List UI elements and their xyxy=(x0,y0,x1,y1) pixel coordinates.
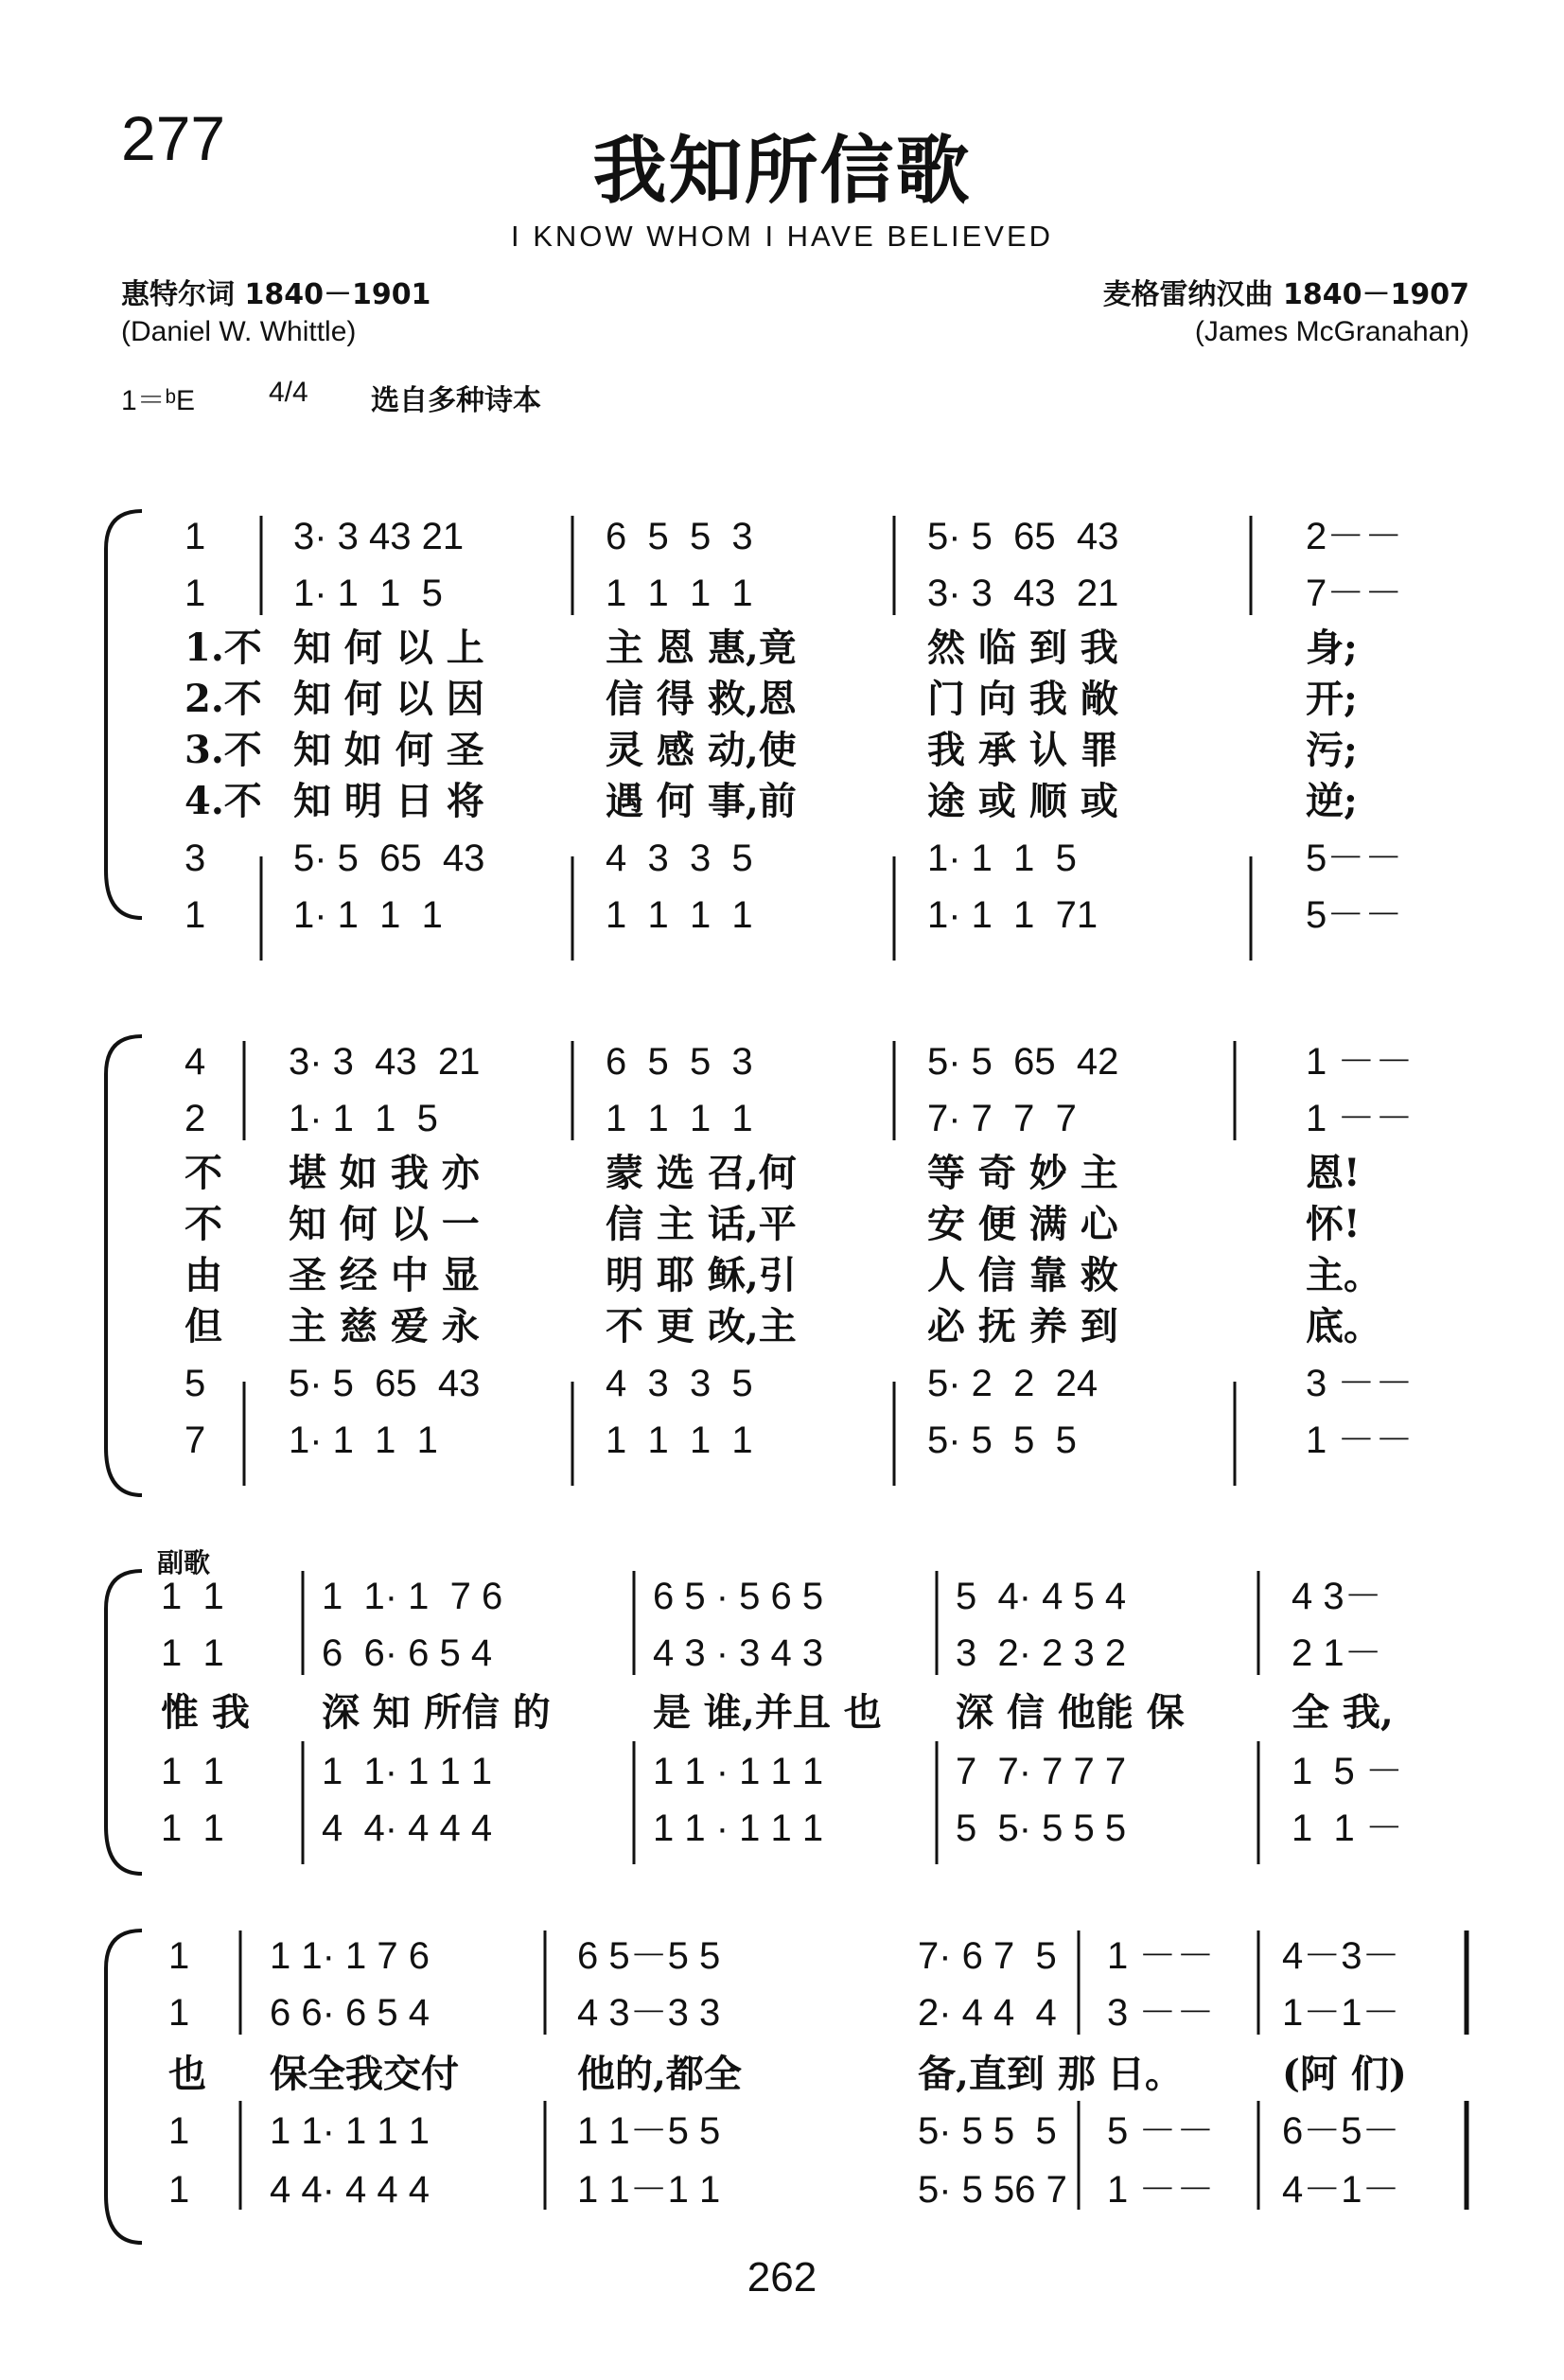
notation-line xyxy=(0,568,1564,619)
composer-en: (James McGranahan) xyxy=(1194,316,1469,347)
lyric-segment: 知 何 以 因 xyxy=(293,677,484,721)
notation-line xyxy=(0,1628,1564,1679)
notation-line xyxy=(0,2164,1564,2215)
measure-notes: 1 xyxy=(185,516,206,557)
lyric-segment: 备,直到 那 xyxy=(918,2052,1096,2096)
measure-notes: 4 3－ xyxy=(1292,1576,1382,1617)
lyric-line xyxy=(0,2049,1564,2100)
notation-line xyxy=(0,1803,1564,1854)
measure-notes: 3 －－ xyxy=(1306,1363,1414,1404)
measure-notes: 1 －－ xyxy=(1306,1419,1414,1461)
measure-notes: 1 1· 1 1 1 xyxy=(322,1751,493,1792)
measure-notes: 7· 7 7 7 xyxy=(927,1098,1077,1139)
notation-line xyxy=(0,1093,1564,1144)
lyric-segment: 知 明 日 将 xyxy=(293,779,484,823)
lyric-segment: 深 信 他能 保 xyxy=(956,1690,1185,1735)
notation-line xyxy=(0,511,1564,562)
measure-notes: 5 4· 4 5 4 xyxy=(956,1576,1127,1617)
lyric-segment: 2.不 xyxy=(185,677,262,721)
measure-notes: 1 5 － xyxy=(1292,1751,1403,1792)
measure-notes: 1 xyxy=(168,1992,190,2034)
measure-notes: 3 xyxy=(185,837,206,879)
lyric-segment: 不 更 改,主 xyxy=(606,1304,797,1349)
measure-notes: 1 －－ xyxy=(1107,2169,1215,2211)
measure-notes: 4 3 3 5 xyxy=(606,837,753,879)
lyric-segment: 保全我交付 xyxy=(270,2052,459,2096)
measure-notes: 5 xyxy=(185,1363,206,1404)
lyric-segment: 他的,都全 xyxy=(577,2052,742,2096)
lyric-segment: 逆; xyxy=(1306,779,1358,823)
measure-notes: 4 xyxy=(185,1041,206,1083)
measure-notes: 1 xyxy=(168,1935,190,1977)
measure-notes: 6 5 5 3 xyxy=(606,1041,753,1083)
lyric-segment: 灵 感 动,使 xyxy=(606,728,797,772)
measure-notes: 4 4· 4 4 4 xyxy=(270,2169,431,2211)
measure-notes: 5－－ xyxy=(1306,894,1403,936)
measure-notes: 4 4· 4 4 4 xyxy=(322,1807,493,1849)
lyric-segment: 信 得 救,恩 xyxy=(606,677,797,721)
lyric-line xyxy=(0,1301,1564,1352)
measure-notes: 1 1 xyxy=(161,1632,224,1674)
lyric-line xyxy=(0,1250,1564,1301)
measure-notes: 2 xyxy=(185,1098,206,1139)
measure-notes: 3 －－ xyxy=(1107,1992,1215,2034)
measure-notes: 1 1 1 1 xyxy=(606,573,753,614)
notation-line xyxy=(0,1415,1564,1466)
measure-notes: 4 3 3 5 xyxy=(606,1363,753,1404)
hymn-subtitle: I KNOW WHOM I HAVE BELIEVED xyxy=(510,220,1054,253)
measure-notes: 6 6· 6 5 4 xyxy=(322,1632,493,1674)
measure-notes: 1 1 xyxy=(161,1576,224,1617)
measure-notes: 2－－ xyxy=(1306,516,1403,557)
lyric-segment: 惟 我 xyxy=(161,1690,250,1735)
measure-notes: 7 7· 7 7 7 xyxy=(956,1751,1127,1792)
measure-notes: 7 xyxy=(185,1419,206,1461)
page-number: 262 xyxy=(747,2254,817,2301)
lyric-segment: 安 便 满 心 xyxy=(927,1202,1118,1246)
measure-notes: 3 2· 2 3 2 xyxy=(956,1632,1127,1674)
measure-notes: 5· 5 56 7 xyxy=(918,2169,1067,2211)
lyric-segment: 我 承 认 罪 xyxy=(927,728,1118,772)
lyric-segment: 圣 经 中 显 xyxy=(289,1253,480,1297)
measure-notes: 1 xyxy=(168,2169,190,2211)
lyric-segment: 污; xyxy=(1306,728,1358,772)
lyric-segment: 恩! xyxy=(1306,1151,1361,1195)
measure-notes: 4 3－3 3 xyxy=(577,1992,721,2034)
measure-notes: 1 1· 1 1 1 xyxy=(270,2110,431,2152)
lyric-segment: 但 xyxy=(185,1304,222,1349)
lyric-segment: 信 主 话,平 xyxy=(606,1202,797,1246)
lyric-segment: 主。 xyxy=(1306,1253,1381,1297)
lyricist-en: (Daniel W. Whittle) xyxy=(121,316,357,347)
lyric-segment: 怀! xyxy=(1306,1202,1361,1246)
lyric-segment: 底。 xyxy=(1306,1304,1381,1349)
lyric-segment: 知 何 以 一 xyxy=(289,1202,480,1246)
measure-notes: 1· 1 1 5 xyxy=(289,1098,438,1139)
lyric-segment: 日。 xyxy=(1107,2052,1183,2096)
measure-notes: 4－1－ xyxy=(1282,2169,1400,2211)
measure-notes: 1 1 xyxy=(161,1807,224,1849)
lyric-segment: 1.不 xyxy=(185,626,262,670)
measure-notes: 4 3 · 3 4 3 xyxy=(653,1632,824,1674)
measure-notes: 3· 3 43 21 xyxy=(293,516,465,557)
measure-notes: 1· 1 1 5 xyxy=(927,837,1077,879)
measure-notes: 5· 5 5 5 xyxy=(918,2110,1057,2152)
measure-notes: 5－－ xyxy=(1306,837,1403,879)
measure-notes: 1 1 · 1 1 1 xyxy=(653,1751,824,1792)
measure-notes: 5 －－ xyxy=(1107,2110,1215,2152)
measure-notes: 1 1－1 1 xyxy=(577,2169,721,2211)
notation-line xyxy=(0,1358,1564,1409)
measure-notes: 3· 3 43 21 xyxy=(927,573,1119,614)
lyric-segment: (阿 们) xyxy=(1282,2052,1407,2096)
measure-notes: 1 －－ xyxy=(1107,1935,1215,1977)
notation-line xyxy=(0,1930,1564,1982)
notation-line xyxy=(0,890,1564,941)
chorus-label: 副歌 xyxy=(157,1547,211,1578)
notation-line xyxy=(0,1987,1564,2038)
measure-notes: 6 5－5 5 xyxy=(577,1935,721,1977)
measure-notes: 5· 5 65 43 xyxy=(927,516,1119,557)
measure-notes: 1 －－ xyxy=(1306,1041,1414,1083)
lyric-segment: 深 知 所信 的 xyxy=(322,1690,551,1735)
measure-notes: 1 1· 1 7 6 xyxy=(322,1576,503,1617)
lyric-segment: 门 向 我 敞 xyxy=(927,677,1118,721)
measure-notes: 5· 5 65 43 xyxy=(289,1363,481,1404)
notation-line xyxy=(0,1571,1564,1622)
lyric-segment: 开; xyxy=(1306,677,1358,721)
measure-notes: 1 1 － xyxy=(1292,1807,1403,1849)
measure-notes: 2 1－ xyxy=(1292,1632,1382,1674)
measure-notes: 7－－ xyxy=(1306,573,1403,614)
measure-notes: 1· 1 1 5 xyxy=(293,573,443,614)
lyric-segment: 全 我, xyxy=(1292,1690,1394,1735)
lyric-segment: 主 慈 爱 永 xyxy=(289,1304,480,1349)
measure-notes: 1 xyxy=(185,573,206,614)
measure-notes: 5 5· 5 5 5 xyxy=(956,1807,1127,1849)
lyric-segment: 等 奇 妙 主 xyxy=(927,1151,1118,1195)
lyric-segment: 3.不 xyxy=(185,728,262,772)
measure-notes: 1 1 1 1 xyxy=(606,1098,753,1139)
measure-notes: 1· 1 1 1 xyxy=(289,1419,438,1461)
lyricist-cn: 惠特尔词 1840－1901 xyxy=(121,278,431,311)
lyric-segment: 身; xyxy=(1306,626,1358,670)
lyric-segment: 知 何 以 上 xyxy=(293,626,484,670)
measure-notes: 1 1· 1 7 6 xyxy=(270,1935,431,1977)
measure-notes: 4－3－ xyxy=(1282,1935,1400,1977)
lyric-segment: 由 xyxy=(185,1253,222,1297)
measure-notes: 2· 4 4 4 xyxy=(918,1992,1057,2034)
source-note: 选自多种诗本 xyxy=(371,384,541,417)
measure-notes: 6 5 · 5 6 5 xyxy=(653,1576,824,1617)
lyric-segment: 也 xyxy=(168,2052,206,2096)
lyric-line xyxy=(0,725,1564,776)
lyric-line xyxy=(0,674,1564,725)
notation-line xyxy=(0,1036,1564,1087)
lyric-line xyxy=(0,1199,1564,1250)
hymn-title: 我知所信歌 xyxy=(592,128,972,214)
lyric-segment: 明 耶 稣,引 xyxy=(606,1253,797,1297)
lyric-segment: 4.不 xyxy=(185,779,262,823)
measure-notes: 6 5 5 3 xyxy=(606,516,753,557)
measure-notes: 1 1 1 1 xyxy=(606,894,753,936)
measure-notes: 1 1 xyxy=(161,1751,224,1792)
lyric-line xyxy=(0,776,1564,827)
lyric-segment: 遇 何 事,前 xyxy=(606,779,797,823)
lyric-segment: 知 如 何 圣 xyxy=(293,728,484,772)
measure-notes: 5· 5 65 43 xyxy=(293,837,485,879)
lyric-segment: 主 恩 惠,竟 xyxy=(606,626,797,670)
measure-notes: 5· 5 5 5 xyxy=(927,1419,1077,1461)
measure-notes: 6 6· 6 5 4 xyxy=(270,1992,431,2034)
measure-notes: 1 1 1 1 xyxy=(606,1419,753,1461)
measure-notes: 5· 5 65 42 xyxy=(927,1041,1119,1083)
lyric-line xyxy=(0,623,1564,674)
measure-notes: 1 xyxy=(168,2110,190,2152)
measure-notes: 7· 6 7 5 xyxy=(918,1935,1057,1977)
lyric-segment: 蒙 选 召,何 xyxy=(606,1151,797,1195)
measure-notes: 3· 3 43 21 xyxy=(289,1041,481,1083)
notation-line xyxy=(0,1746,1564,1797)
measure-notes: 5· 2 2 24 xyxy=(927,1363,1098,1404)
measure-notes: 1· 1 1 71 xyxy=(927,894,1098,936)
lyric-segment: 人 信 靠 救 xyxy=(927,1253,1118,1297)
lyric-segment: 然 临 到 我 xyxy=(927,626,1118,670)
lyric-segment: 不 xyxy=(185,1151,222,1195)
measure-notes: 1－1－ xyxy=(1282,1992,1400,2034)
lyric-line xyxy=(0,1687,1564,1738)
lyric-segment: 堪 如 我 亦 xyxy=(289,1151,480,1195)
lyric-line xyxy=(0,1148,1564,1199)
measure-notes: 1 xyxy=(185,894,206,936)
measure-notes: 1 －－ xyxy=(1306,1098,1414,1139)
notation-line xyxy=(0,2106,1564,2157)
notation-line xyxy=(0,833,1564,884)
measure-notes: 1· 1 1 1 xyxy=(293,894,443,936)
key-signature: 1＝ᵇE xyxy=(121,385,196,416)
lyric-segment: 途 或 顺 或 xyxy=(927,779,1118,823)
measure-notes: 6－5－ xyxy=(1282,2110,1400,2152)
lyric-segment: 不 xyxy=(185,1202,222,1246)
measure-notes: 1 1－5 5 xyxy=(577,2110,721,2152)
measure-notes: 1 1 · 1 1 1 xyxy=(653,1807,824,1849)
time-signature: 4/4 xyxy=(269,377,308,408)
composer-cn: 麦格雷纳汉曲 1840－1907 xyxy=(1102,278,1469,311)
lyric-segment: 是 谁,并且 也 xyxy=(653,1690,882,1735)
lyric-segment: 必 抚 养 到 xyxy=(927,1304,1118,1349)
hymn-number: 277 xyxy=(121,103,226,173)
